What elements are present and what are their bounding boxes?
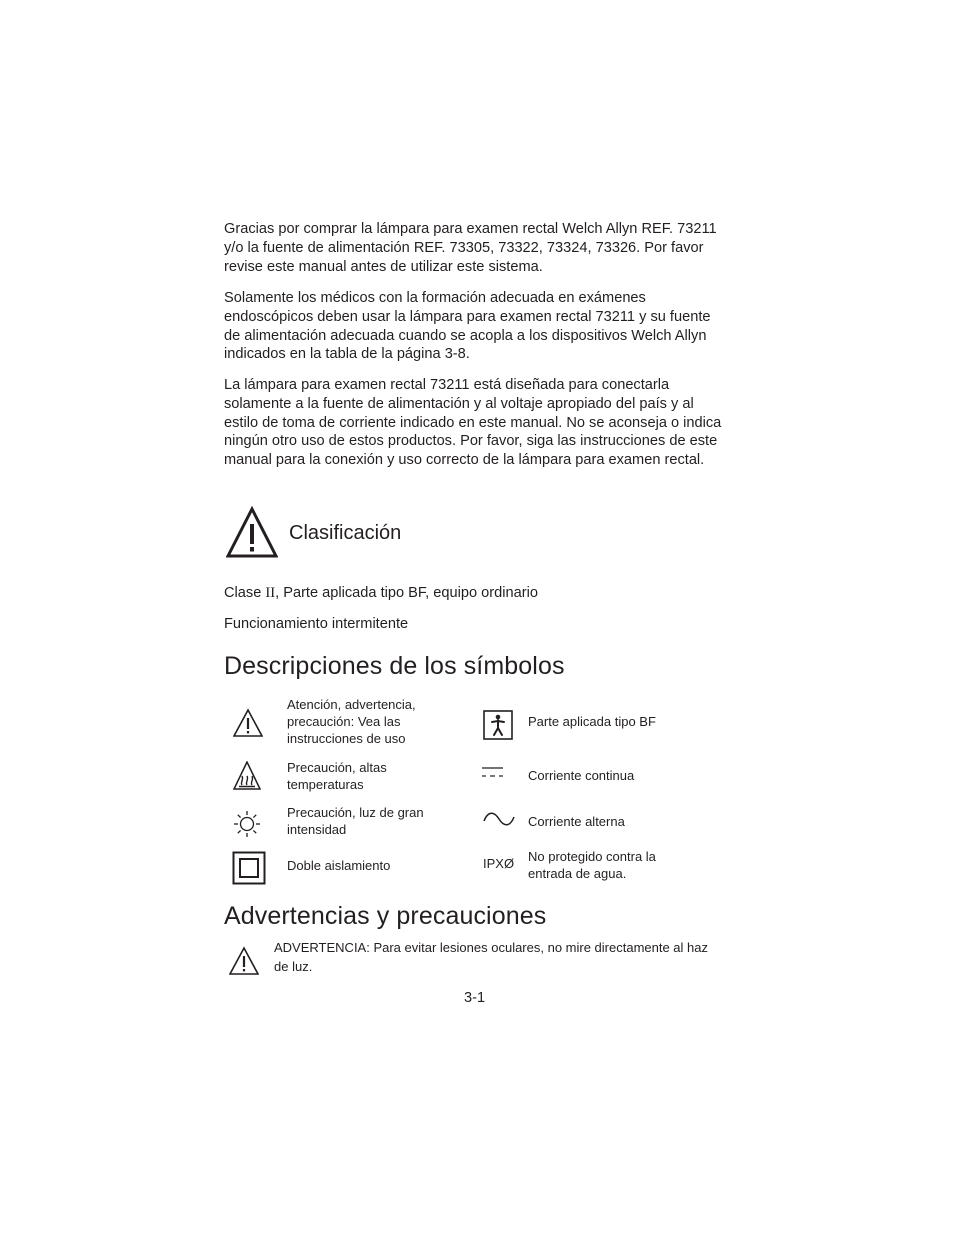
attention-description: Atención, advertencia, precaución: Vea las instrucciones de uso	[287, 697, 416, 746]
warning-triangle-icon	[226, 506, 278, 558]
attention-icon	[233, 708, 263, 738]
light-intensity-icon	[233, 810, 261, 838]
dc-description: Corriente continua	[528, 768, 635, 783]
intro-paragraph-3: La lámpara para examen rectal 73211 está diseñada para conectarla solamente a la fuente de alimentación y al voltaje apropiado del país y al estilo de toma de corriente indicado en este manual. No se aconseja o indica ningún otro uso de estos productos. Por favor, siga las instrucciones de este manual para la conexión y uso correcto de la lámpara para examen rectal.	[224, 377, 722, 469]
hot-description: Precaución, altas temperaturas	[287, 760, 387, 792]
intro-paragraph-2: Solamente los médicos con la formación adecuada en exámenes endoscópicos deben usar la lámpara para examen rectal 73211 y su fuente de alimentación adecuada cuando se acopla a los dispositivos Welch Allyn indicados en la tabla de la página 3-8.	[224, 290, 711, 363]
classification-heading: Clasificación	[289, 522, 402, 544]
symbols-heading: Descripciones de los símbolos	[224, 652, 565, 680]
ipx-label: IPXØ	[483, 856, 515, 871]
warning-text-1: ADVERTENCIA: Para evitar lesiones oculares, no mire directamente al haz de luz.	[274, 940, 709, 974]
classification-line-1: Clase II, Parte aplicada tipo BF, equipo ordinario	[224, 585, 538, 601]
alternating-current-icon	[482, 810, 516, 828]
warnings-heading: Advertencias y precauciones	[224, 902, 547, 930]
ac-description: Corriente alterna	[528, 814, 625, 829]
direct-current-icon	[482, 766, 504, 780]
bf-description: Parte aplicada tipo BF	[528, 714, 656, 729]
page-number: 3-1	[464, 990, 486, 1006]
light-description: Precaución, luz de gran intensidad	[287, 805, 424, 837]
hot-surface-icon	[233, 761, 261, 791]
double-insulation-icon	[232, 851, 266, 885]
bf-applied-part-icon	[483, 710, 513, 740]
intro-paragraph-1: Gracias por comprar la lámpara para examen rectal Welch Allyn REF. 73211 y/o la fuente de alimentación REF. 73305, 73322, 73324, 73326. Por favor revise este manual antes de utilizar este sistema.	[224, 221, 717, 275]
warning-icon	[229, 946, 259, 976]
double-description: Doble aislamiento	[287, 858, 391, 873]
classification-line-2: Funcionamiento intermitente	[224, 616, 409, 632]
ipx-description: No protegido contra la entrada de agua.	[528, 849, 656, 881]
